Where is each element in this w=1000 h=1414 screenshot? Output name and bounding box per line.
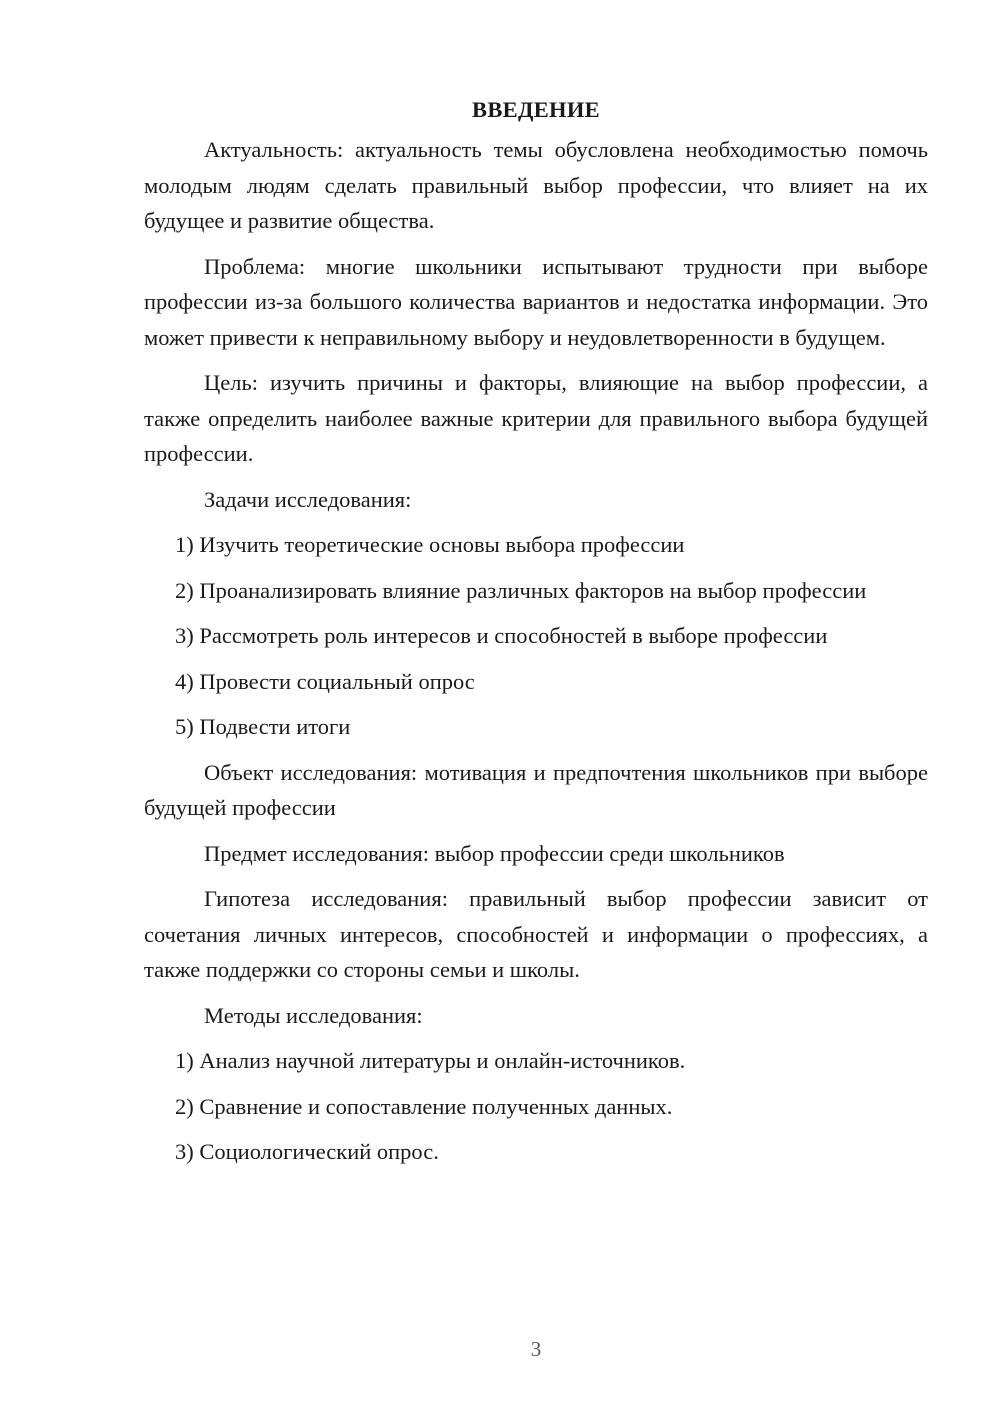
task-item-2: 2) Проанализировать влияние различных факторов на выбор профессии xyxy=(175,577,867,603)
method-item-2: 2) Сравнение и сопоставление полученных данных. xyxy=(175,1093,673,1119)
paragraph-subject: Предмет исследования: выбор профессии среди школьников xyxy=(204,840,785,866)
page-title: ВВЕДЕНИЕ xyxy=(472,97,600,122)
method-item-3: 3) Социологический опрос. xyxy=(175,1139,439,1164)
document-body xyxy=(144,92,928,1180)
paragraph-relevance: Актуальность: актуальность темы обусловлена необходимостью помочь молодым людям сделать правильный выбор профессии, что влияет на их будущее и развитие общества. xyxy=(144,137,928,233)
paragraph-problem: Проблема: многие школьники испытывают трудности при выборе профессии из-за большого количества вариантов и недостатка информации. Это может привести к неправильному выбору и неудовлетворенности в будущем. xyxy=(144,253,928,350)
paragraph-goal: Цель: изучить причины и факторы, влияющие на выбор профессии, а также определить наиболее важные критерии для правильного выбора будущей профессии. xyxy=(144,370,928,466)
paragraph-object: Объект исследования: мотивация и предпочтения школьников при выборе будущей профессии xyxy=(144,759,928,820)
task-item-4: 4) Провести социальный опрос xyxy=(175,668,475,694)
paragraph-hypothesis: Гипотеза исследования: правильный выбор профессии зависит от сочетания личных интересов, способностей и информации о профессиях, а также поддержки со стороны семьи и школы. xyxy=(144,886,928,982)
method-item-1: 1) Анализ научной литературы и онлайн-источников. xyxy=(175,1048,686,1073)
paragraph-methods-heading: Методы исследования: xyxy=(204,1002,423,1028)
task-item-1: 1) Изучить теоретические основы выбора профессии xyxy=(175,532,685,557)
page-number: 3 xyxy=(530,1337,542,1361)
task-item-3: 3) Рассмотреть роль интересов и способностей в выборе профессии xyxy=(175,623,828,648)
paragraph-tasks-heading: Задачи исследования: xyxy=(204,486,412,512)
task-item-5: 5) Подвести итоги xyxy=(175,714,351,739)
